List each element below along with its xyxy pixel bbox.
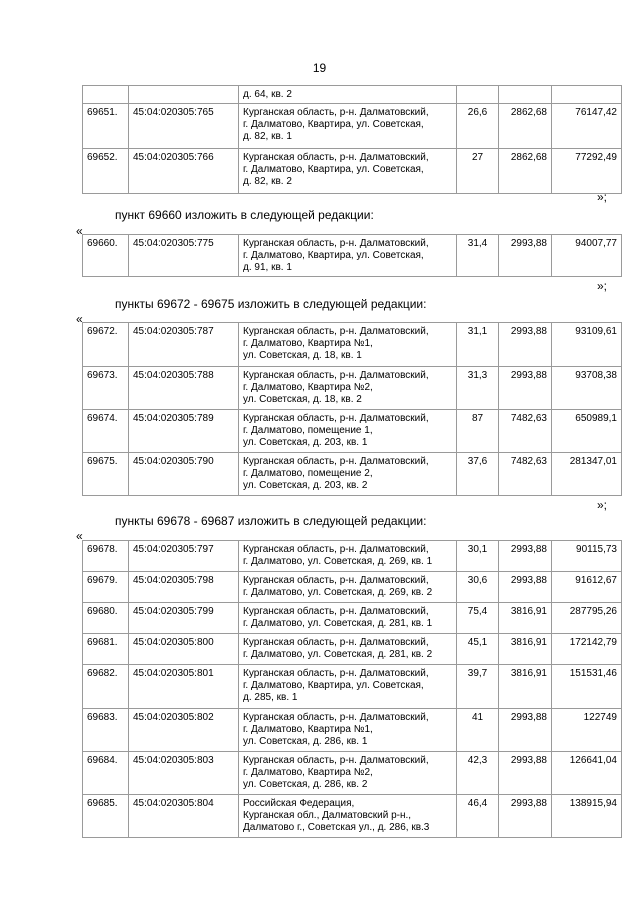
cadastral-value-cell: 650989,1 [552,410,622,453]
address-line: д. 82, кв. 2 [243,176,292,187]
unit-price-cell: 2862,68 [499,104,552,149]
unit-price-cell: 2993,88 [499,572,552,603]
cadastral-number-cell: 45:04:020305:803 [129,752,239,795]
address-line: г. Далматово, Квартира №1, [243,338,373,349]
cadastral-value-cell: 94007,77 [552,235,622,277]
address-line: Курганская область, р-н. Далматовский, [243,712,429,723]
cadastral-value-cell: 93109,61 [552,323,622,367]
closing-quote: »; [597,279,608,293]
address-cell [239,572,457,603]
cadastral-number-cell: 45:04:020305:801 [129,665,239,709]
section-heading: пункт 69660 изложить в следующей редакции: [115,208,374,222]
unit-price-cell: 7482,63 [499,410,552,453]
address-line: ул. Советская, д. 286, кв. 2 [243,779,368,790]
area-cell: 30,1 [457,541,499,572]
address-line: д. 285, кв. 1 [243,692,298,703]
address-cell [239,453,457,496]
address-line: ул. Советская, д. 18, кв. 1 [243,350,362,361]
section-heading: пункты 69672 - 69675 изложить в следующей редакции: [115,297,427,311]
opening-quote: « [76,312,83,326]
table-row [83,367,622,410]
cadastral-value-cell: 281347,01 [552,453,622,496]
address-line: ул. Советская, д. 18, кв. 2 [243,394,362,405]
address-line: г. Далматово, ул. Советская, д. 269, кв. 1 [243,556,433,567]
address-line: Российская Федерация, [243,798,355,809]
register-table [82,540,622,838]
area-cell: 26,6 [457,104,499,149]
address-line: ул. Советская, д. 203, кв. 2 [243,480,368,491]
unit-price-cell: 3816,91 [499,665,552,709]
address-line: Курганская область, р-н. Далматовский, [243,544,429,555]
address-line: Курганская область, р-н. Далматовский, [243,152,429,163]
area-cell [457,86,499,104]
cadastral-value-cell: 76147,42 [552,104,622,149]
cadastral-value-cell: 126641,04 [552,752,622,795]
address-line: ул. Советская, д. 203, кв. 1 [243,437,368,448]
closing-quote: »; [597,498,608,512]
item-number-cell: 69684. [83,752,129,795]
cadastral-number-cell: 45:04:020305:787 [129,323,239,367]
address-line: Курганская область, р-н. Далматовский, [243,668,429,679]
unit-price-cell: 2862,68 [499,149,552,194]
address-cell [239,86,457,104]
address-line: г. Далматово, ул. Советская, д. 281, кв. 2 [243,649,433,660]
address-cell [239,541,457,572]
item-number-cell: 69675. [83,453,129,496]
unit-price-cell: 3816,91 [499,634,552,665]
table-row [83,572,622,603]
cadastral-number-cell: 45:04:020305:802 [129,709,239,752]
address-cell [239,709,457,752]
address-line: г. Далматово, помещение 2, [243,468,373,479]
area-cell: 87 [457,410,499,453]
item-number-cell: 69651. [83,104,129,149]
address-cell [239,235,457,277]
cadastral-number-cell: 45:04:020305:766 [129,149,239,194]
address-line: Курганская область, р-н. Далматовский, [243,107,429,118]
area-cell: 41 [457,709,499,752]
address-cell [239,323,457,367]
opening-quote: « [76,529,83,543]
cadastral-number-cell: 45:04:020305:804 [129,795,239,838]
table-row [83,709,622,752]
address-line: ул. Советская, д. 286, кв. 1 [243,736,368,747]
address-line: Курганская область, р-н. Далматовский, [243,413,429,424]
cadastral-value-cell: 122749 [552,709,622,752]
address-line: г. Далматово, Квартира, ул. Советская, [243,250,424,261]
cadastral-number-cell: 45:04:020305:765 [129,104,239,149]
item-number-cell: 69674. [83,410,129,453]
address-cell [239,752,457,795]
cadastral-value-cell: 138915,94 [552,795,622,838]
address-cell [239,665,457,709]
address-cell [239,634,457,665]
unit-price-cell: 7482,63 [499,453,552,496]
address-line: г. Далматово, Квартира №2, [243,767,373,778]
cadastral-value-cell: 172142,79 [552,634,622,665]
section-heading: пункты 69678 - 69687 изложить в следующей редакции: [115,514,427,528]
area-cell: 37,6 [457,453,499,496]
cadastral-number-cell: 45:04:020305:775 [129,235,239,277]
item-number-cell: 69680. [83,603,129,634]
register-table [82,322,622,496]
opening-quote: « [76,224,83,238]
item-number-cell: 69672. [83,323,129,367]
area-cell: 30,6 [457,572,499,603]
item-number-cell: 69652. [83,149,129,194]
address-line: Курганская область, р-н. Далматовский, [243,326,429,337]
area-cell: 31,1 [457,323,499,367]
address-line: г. Далматово, Квартира, ул. Советская, [243,680,424,691]
address-cell [239,104,457,149]
address-cell [239,410,457,453]
table-row [83,86,622,104]
item-number-cell: 69678. [83,541,129,572]
cadastral-value-cell: 90115,73 [552,541,622,572]
page-number: 19 [312,61,327,75]
unit-price-cell: 2993,88 [499,367,552,410]
cadastral-number-cell: 45:04:020305:799 [129,603,239,634]
cadastral-number-cell: 45:04:020305:789 [129,410,239,453]
table-row [83,665,622,709]
address-line: д. 64, кв. 2 [243,89,292,100]
cadastral-number-cell [129,86,239,104]
unit-price-cell: 2993,88 [499,795,552,838]
address-line: г. Далматово, помещение 1, [243,425,373,436]
area-cell: 27 [457,149,499,194]
address-line: Курганская область, р-н. Далматовский, [243,456,429,467]
item-number-cell: 69685. [83,795,129,838]
cadastral-value-cell [552,86,622,104]
address-line: Курганская область, р-н. Далматовский, [243,370,429,381]
area-cell: 42,3 [457,752,499,795]
table-row [83,149,622,194]
address-line: д. 82, кв. 1 [243,131,292,142]
table-row [83,410,622,453]
register-table [82,234,622,277]
cadastral-value-cell: 287795,26 [552,603,622,634]
table-row [83,634,622,665]
unit-price-cell: 2993,88 [499,235,552,277]
address-line: Далматово г., Советская ул., д. 286, кв.3 [243,822,430,833]
address-line: г. Далматово, Квартира, ул. Советская, [243,164,424,175]
cadastral-number-cell: 45:04:020305:790 [129,453,239,496]
area-cell: 75,4 [457,603,499,634]
address-line: Курганская обл., Далматовский р-н., [243,810,412,821]
area-cell: 45,1 [457,634,499,665]
item-number-cell: 69673. [83,367,129,410]
unit-price-cell [499,86,552,104]
cadastral-value-cell: 151531,46 [552,665,622,709]
address-line: г. Далматово, Квартира №2, [243,382,373,393]
table-row [83,104,622,149]
area-cell: 39,7 [457,665,499,709]
table-row [83,453,622,496]
cadastral-value-cell: 91612,67 [552,572,622,603]
cadastral-value-cell: 77292,49 [552,149,622,194]
item-number-cell: 69681. [83,634,129,665]
cadastral-value-cell: 93708,38 [552,367,622,410]
address-cell [239,149,457,194]
unit-price-cell: 3816,91 [499,603,552,634]
item-number-cell: 69683. [83,709,129,752]
address-line: Курганская область, р-н. Далматовский, [243,755,429,766]
address-line: г. Далматово, ул. Советская, д. 281, кв. 1 [243,618,433,629]
address-line: г. Далматово, Квартира, ул. Советская, [243,119,424,130]
cadastral-number-cell: 45:04:020305:800 [129,634,239,665]
address-line: Курганская область, р-н. Далматовский, [243,575,429,586]
closing-quote: »; [597,190,608,204]
unit-price-cell: 2993,88 [499,323,552,367]
address-line: д. 91, кв. 1 [243,262,292,273]
table-row [83,603,622,634]
cadastral-number-cell: 45:04:020305:798 [129,572,239,603]
item-number-cell: 69660. [83,235,129,277]
address-line: Курганская область, р-н. Далматовский, [243,238,429,249]
cadastral-number-cell: 45:04:020305:797 [129,541,239,572]
table-row [83,752,622,795]
register-table [82,85,622,194]
table-row [83,541,622,572]
area-cell: 31,3 [457,367,499,410]
area-cell: 46,4 [457,795,499,838]
address-line: Курганская область, р-н. Далматовский, [243,606,429,617]
item-number-cell [83,86,129,104]
unit-price-cell: 2993,88 [499,752,552,795]
address-line: Курганская область, р-н. Далматовский, [243,637,429,648]
address-cell [239,367,457,410]
address-cell [239,603,457,634]
address-cell [239,795,457,838]
area-cell: 31,4 [457,235,499,277]
cadastral-number-cell: 45:04:020305:788 [129,367,239,410]
address-line: г. Далматово, Квартира №1, [243,724,373,735]
item-number-cell: 69682. [83,665,129,709]
item-number-cell: 69679. [83,572,129,603]
address-line: г. Далматово, ул. Советская, д. 269, кв. 2 [243,587,433,598]
unit-price-cell: 2993,88 [499,709,552,752]
table-row [83,795,622,838]
unit-price-cell: 2993,88 [499,541,552,572]
table-row [83,323,622,367]
table-row [83,235,622,277]
